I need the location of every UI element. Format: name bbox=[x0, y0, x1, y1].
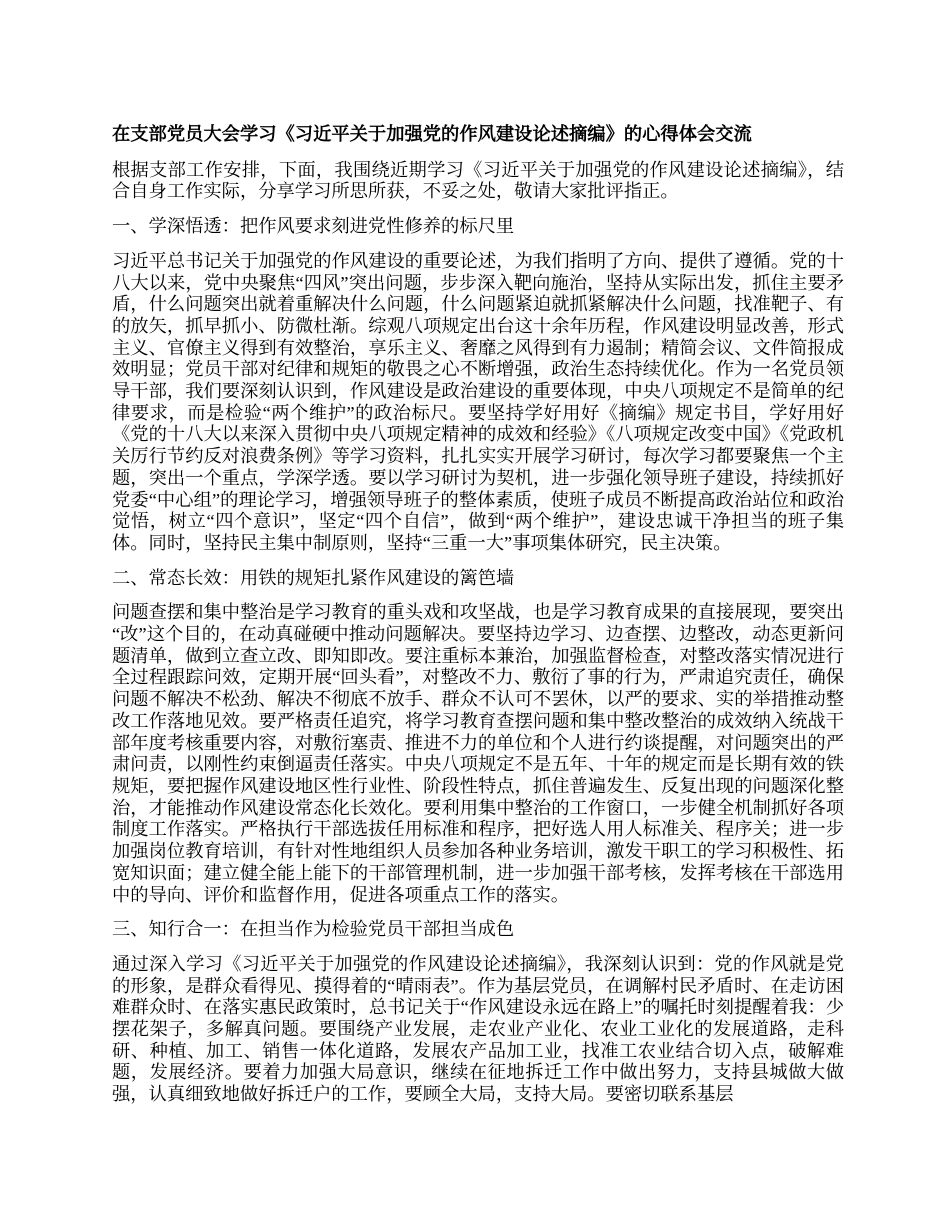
section-2-heading: 二、常态长效：用铁的规矩扎紧作风建设的篱笆墙 bbox=[112, 567, 515, 588]
section-1 bbox=[112, 216, 844, 555]
section-3-body: 通过深入学习《习近平关于加强党的作风建设论述摘编》，我深刻认识到：党的作风就是党的形象，是群众看得见、摸得着的“晴雨表”。作为基层党员，在调解村民矛盾时、在走访困难群众时、在落实惠民政策时，总书记关于“作风建设永远在路上”的嘱托时刻提醒着我：少摆花架子，多解真问题。要围绕产业发展，走农业产业化、农业工业化的发展道路，走科研、种植、加工、销售一体化道路，发展农产品加工业，找准工农业结合切入点，破解难题，发展经济。要着力加强大局意识，继续在征地拆迁工作中做出努力，支持县城做大做强，认真细致地做好拆迁户的工作，要顾全大局，支持大局。要密切联系基层 bbox=[112, 953, 844, 1105]
section-1-body: 习近平总书记关于加强党的作风建设的重要论述，为我们指明了方向、提供了遵循。党的十八大以来，党中央聚焦“四风”突出问题，步步深入靶向施治，坚持从实际出发，抓住主要矛盾，什么问题突出就着重解决什么问题，什么问题紧迫就抓紧解决什么问题，找准靶子、有的放矢，抓早抓小、防微杜渐。综观八项规定出台这十余年历程，作风建设明显改善，形式主义、官僚主义得到有效整治，享乐主义、奢靡之风得到有力遏制；精简会议、文件简报成效明显；党员干部对纪律和规矩的敬畏之心不断增强，政治生态持续优化。作为一名党员领导干部，我们要深刻认识到，作风建设是政治建设的重要体现，中央八项规定不是简单的纪律要求，而是检验“两个维护”的政治标尺。要坚持学好用好《摘编》规定书目，学好用好《党的十八大以来深入贯彻中央八项规定精神的成效和经验》《八项规定改变中国》《党政机关厉行节约反对浪费条例》等学习资料，扎扎实实开展学习研讨，每次学习都要聚焦一个主题，突出一个重点，学深学透。要以学习研讨为契机，进一步强化领导班子建设，持续抓好党委“中心组”的理论学习，增强领导班子的整体素质，使班子成员不断提高政治站位和政治觉悟，树立“四个意识”，坚定“四个自信”，做到“两个维护”，建设忠诚干净担当的班子集体。同时，坚持民主集中制原则，坚持“三重一大”事项集体研究，民主决策。 bbox=[112, 250, 844, 553]
section-2 bbox=[112, 568, 844, 907]
intro-paragraph: 根据支部工作安排，下面，我围绕近期学习《习近平关于加强党的作风建设论述摘编》，结合自身工作实际，分享学习所思所获，不妥之处，敬请大家批评指正。 bbox=[112, 159, 844, 202]
section-3 bbox=[112, 919, 844, 1106]
document-page bbox=[112, 124, 844, 1119]
section-1-heading: 一、学深悟透：把作风要求刻进党性修养的标尺里 bbox=[112, 216, 515, 237]
section-2-body: 问题查摆和集中整治是学习教育的重头戏和攻坚战，也是学习教育成果的直接展现，要突出“改”这个目的，在动真碰硬中推动问题解决。要坚持边学习、边查摆、边整改，动态更新问题清单，做到立查立改、即知即改。要注重标本兼治，加强监督检查，对整改落实情况进行全过程跟踪问效，定期开展“回头看”，对整改不力、敷衍了事的行为，严肃追究责任，确保问题不解决不松劲、解决不彻底不放手、群众不认可不罢休，以严的要求、实的举措推动整改工作落地见效。要严格责任追究，将学习教育查摆问题和集中整改整治的成效纳入统战干部年度考核重要内容，对敷衍塞责、推进不力的单位和个人进行约谈提醒，对问题突出的严肃问责，以刚性约束倒逼责任落实。中央八项规定不是五年、十年的规定而是长期有效的铁规矩，要把握作风建设地区性行业性、阶段性特点，抓住普遍发生、反复出现的问题深化整治，才能推动作风建设常态化长效化。要利用集中整治的工作窗口，一步健全机制抓好各项制度工作落实。严格执行干部选拔任用标准和程序，把好选人用人标准关、程序关；进一步加强岗位教育培训，有针对性地组织人员参加各种业务培训，激发干职工的学习积极性、拓宽知识面；建立健全能上能下的干部管理机制，进一步加强干部考核，发挥考核在干部选用中的导向、评价和监督作用，促进各项重点工作的落实。 bbox=[112, 602, 844, 905]
document-title: 在支部党员大会学习《习近平关于加强党的作风建设论述摘编》的心得体会交流 bbox=[112, 124, 752, 144]
section-3-heading: 三、知行合一：在担当作为检验党员干部担当成色 bbox=[112, 919, 515, 940]
